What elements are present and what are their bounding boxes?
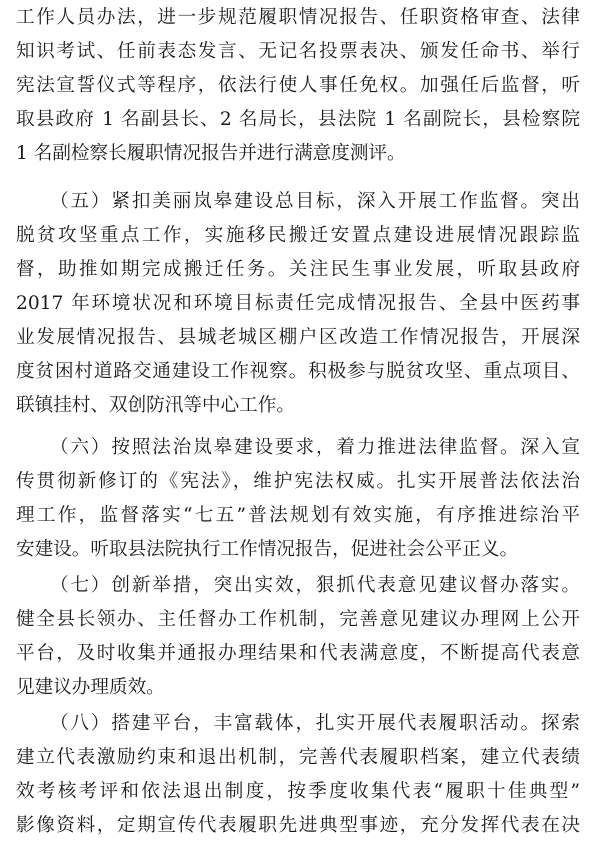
text-line: 健全县长领办、主任督办工作机制，完善意见建议办理网上公开 xyxy=(16,609,580,630)
text-line: 效考核考评和依法退出制度，按季度收集代表“履职十佳典型” xyxy=(16,781,580,802)
text-line: 平台，及时收集并通报办理结果和代表满意度，不断提高代表意 xyxy=(16,643,580,664)
text-line: 知识考试、任前表态发言、无记名投票表决、颁发任命书、举行 xyxy=(16,41,580,62)
text-line: 业发展情况报告、县城老城区棚户区改造工作情况报告，开展深 xyxy=(16,327,580,348)
paragraph-heading-five: （五）紧扣美丽岚皋建设总目标，深入开展工作监督。突出 xyxy=(50,191,580,212)
text-line: 联镇挂村、双创防汛等中心工作。 xyxy=(16,395,295,416)
text-line: 工作人员办法，进一步规范履职情况报告、任职资格审查、法律 xyxy=(16,7,580,28)
text-line: 理工作，监督落实“七五”普法规划有效实施，有序推进综治平 xyxy=(16,505,580,526)
text-line: 1 名副检察长履职情况报告并进行满意度测评。 xyxy=(16,143,406,164)
paragraph-heading-six: （六）按照法治岚皋建设要求，着力推进法律监督。深入宣 xyxy=(50,437,580,458)
text-line: 见建议办理质效。 xyxy=(16,677,165,698)
text-line: 2017 年环境状况和环境目标责任完成情况报告、全县中医药事 xyxy=(16,293,580,314)
text-line: 取县政府 1 名副县长、2 名局长，县法院 1 名副院长，县检察院 xyxy=(16,109,580,130)
text-line: 督，助推如期完成搬迁任务。关注民生事业发展，听取县政府 xyxy=(16,259,580,280)
text-line: 脱贫攻坚重点工作，实施移民搬迁安置点建设进展情况跟踪监 xyxy=(16,225,580,246)
text-line: 建立代表激励约束和退出机制，完善代表履职档案，建立代表绩 xyxy=(16,747,580,768)
paragraph-heading-eight: （八）搭建平台，丰富载体，扎实开展代表履职活动。探索 xyxy=(50,713,580,734)
text-line: 影像资料，定期宣传代表履职先进典型事迹，充分发挥代表在决 xyxy=(16,815,580,836)
text-line: 安建设。听取县法院执行工作情况报告，促进社会公平正义。 xyxy=(16,539,519,560)
text-line: 度贫困村道路交通建设工作视察。积极参与脱贫攻坚、重点项目、 xyxy=(16,361,580,382)
text-line: 宪法宣誓仪式等程序，依法行使人事任免权。加强任后监督，听 xyxy=(16,75,580,96)
text-line: 传贯彻新修订的《宪法》，维护宪法权威。扎实开展普法依法治 xyxy=(16,471,580,492)
paragraph-heading-seven: （七）创新举措，突出实效，狠抓代表意见建议督办落实。 xyxy=(50,575,580,596)
